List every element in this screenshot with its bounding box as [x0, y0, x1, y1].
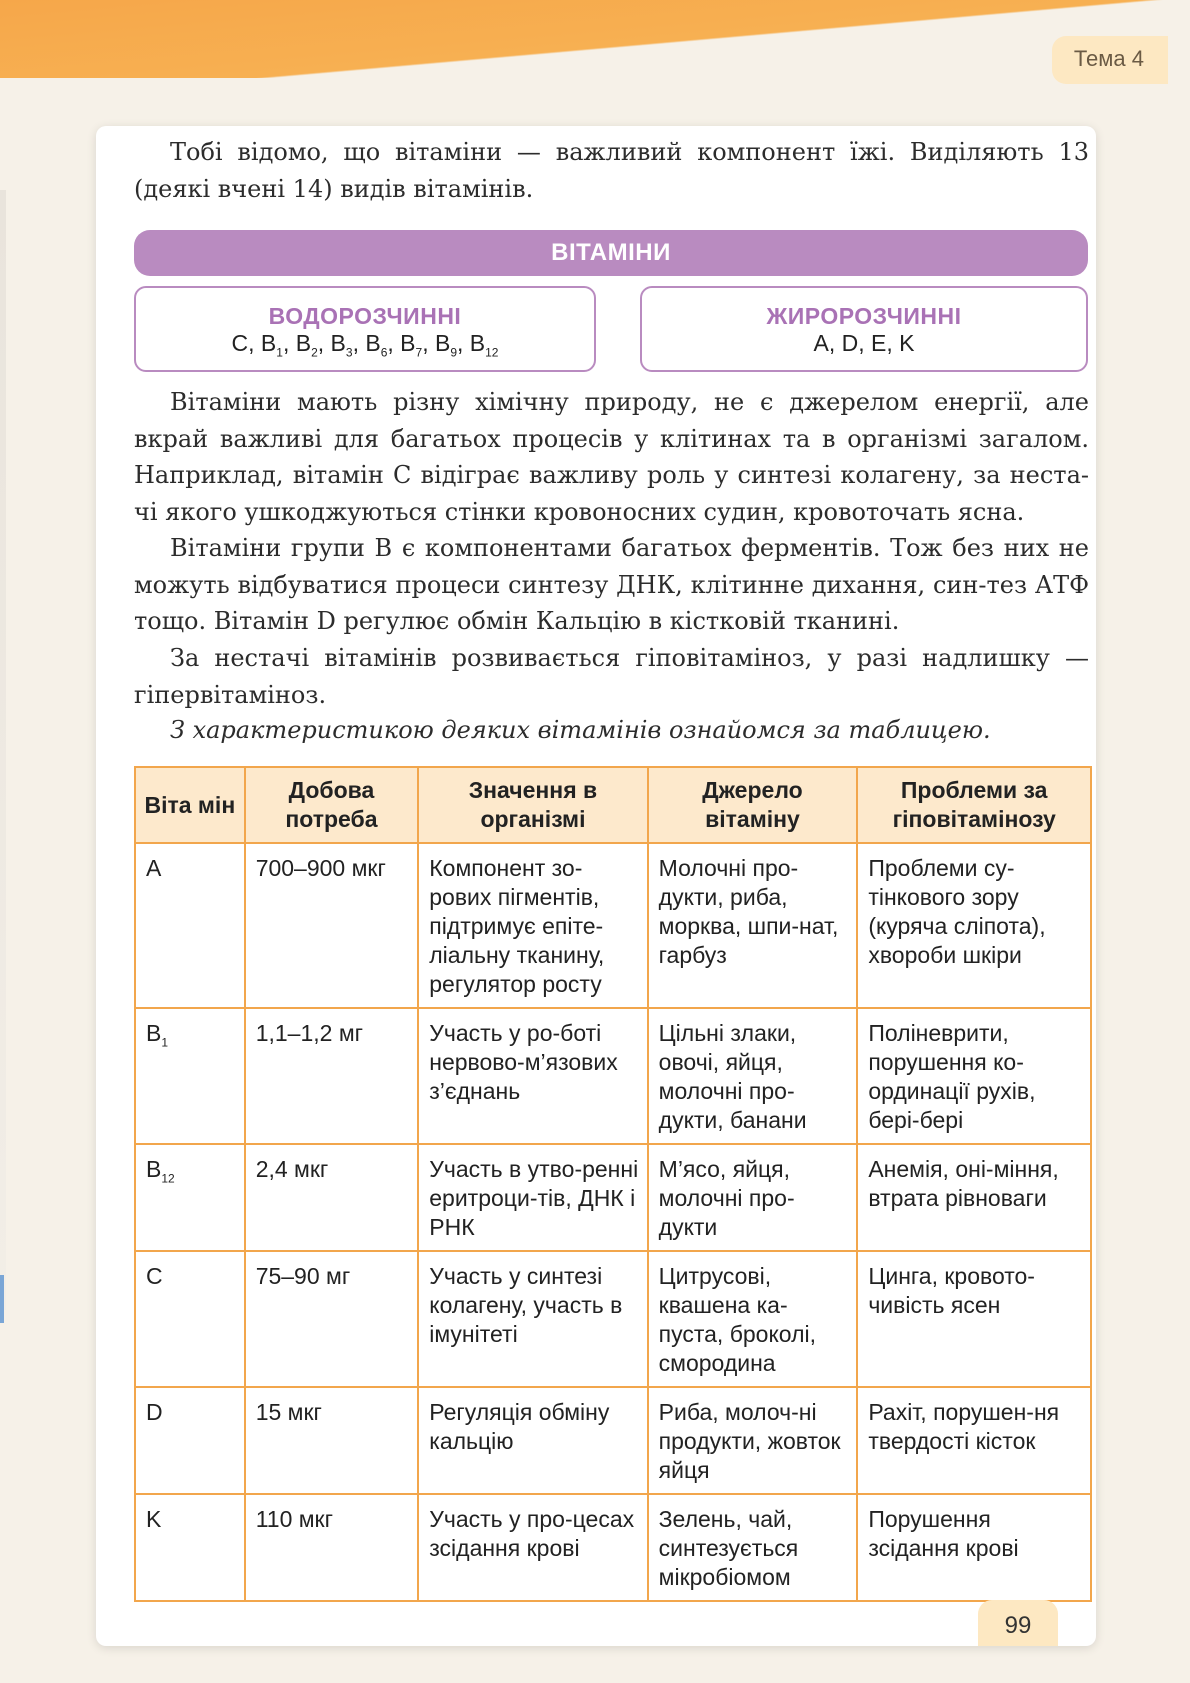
cell-dose-text: 1,1–1,2 мг: [255, 1020, 364, 1046]
cell-role: [418, 1144, 647, 1251]
cell-dose-text: 2,4 мкг: [255, 1156, 329, 1182]
water-soluble-box: [134, 286, 596, 372]
cell-role-text: Участь у про-цесах зсідання крові: [429, 1506, 635, 1561]
cell-source: [648, 1144, 858, 1251]
cell-vitamin-text: B: [146, 1156, 162, 1182]
vitamins-table: [134, 766, 1092, 1602]
cell-vitamin: [135, 1008, 245, 1144]
cell-role: [418, 1008, 647, 1144]
header-band: [0, 0, 1190, 78]
fat-soluble-list: A, D, E, K: [813, 330, 915, 356]
cell-problems-text: Рахіт, порушен-ня твердості кісток: [868, 1399, 1060, 1454]
cell-problems-text: Проблеми су-тінкового зору (куряча сліпота), хвороби шкіри: [868, 855, 1046, 968]
water-soluble-title: ВОДОРОЗЧИННІ: [268, 303, 462, 329]
cell-source: [648, 1008, 858, 1144]
cell-source-text: Цільні злаки, овочі, яйця, молочні про-дукти, банани: [658, 1020, 807, 1133]
cell-role-text: Участь у синтезі колагену, участь в імунітеті: [429, 1263, 623, 1347]
cell-source: [648, 1494, 858, 1601]
header-vitamin: Віта мін: [135, 767, 245, 843]
paragraph-1-text: Вітаміни мають різну хімічну природу, не є джерелом енергії, але вкрай важливі для багатьох процесів у клітинах та в організмі загалом. Наприклад, вітамін С відіграє важливу роль у синтезі колагену, за неста-чі якого ушкоджуються стінки кровоносних судин, кровоточать ясна.: [134, 388, 1089, 526]
cell-dose: [245, 843, 419, 1008]
cell-vitamin-text: A: [146, 855, 162, 881]
cell-vitamin: [135, 1144, 245, 1251]
fat-soluble-box: [640, 286, 1088, 372]
header-role: Значення в організмі: [418, 767, 647, 843]
cell-role-text: Регуляція обміну кальцію: [429, 1399, 610, 1454]
header-source: Джерело вітаміну: [648, 767, 858, 843]
cell-vitamin: [135, 1494, 245, 1601]
theme-tag: Тема 4: [1052, 36, 1168, 84]
cell-vitamin: [135, 1251, 245, 1387]
table-row: [135, 843, 1091, 1008]
cell-dose-text: 700–900 мкг: [255, 855, 386, 881]
cell-role: [418, 843, 647, 1008]
paragraph-3-text: За нестачі вітамінів розвивається гіповітаміноз, у разі надлишку — гіпервітаміноз.: [134, 644, 1089, 709]
paragraph-1: [134, 384, 1089, 530]
vitamin-subscript: 1: [161, 1035, 169, 1050]
paragraph-3: [134, 640, 1089, 713]
cell-role-text: Участь у ро-боті нервово-м’язових з’єднань: [429, 1020, 618, 1104]
cell-dose-text: 110 мкг: [255, 1506, 334, 1532]
cell-source-text: Риба, молоч-ні продукти, жовток яйця: [658, 1399, 841, 1483]
table-intro: [134, 712, 1089, 749]
cell-problems: [857, 1144, 1091, 1251]
cell-source-text: Цитрусові, квашена ка-пуста, броколі, смородина: [658, 1263, 816, 1376]
cell-vitamin: [135, 843, 245, 1008]
cell-problems-text: Поліневрити, порушення ко-ординації рухів, бері-бері: [868, 1020, 1036, 1133]
water-soluble-list: C, $B_1$, $B_2$, $B_3$, $B_6$, $B_7$, $B_9$, $B_{12}$: [231, 330, 499, 360]
cell-dose: [245, 1387, 419, 1494]
table-header-row: [135, 767, 1091, 843]
cell-dose-text: 15 мкг: [255, 1399, 322, 1425]
header-problems: Проблеми за гіповітамінозу: [857, 767, 1091, 843]
cell-role: [418, 1251, 647, 1387]
cell-role-text: Компонент зо-рових пігментів, підтримує епіте-ліальну тканину, регулятор росту: [429, 855, 605, 997]
cell-problems-text: Цинга, кровото-чивість ясен: [868, 1263, 1035, 1318]
cell-source: [648, 843, 858, 1008]
cell-dose: [245, 1008, 419, 1144]
cell-source-text: Зелень, чай, синтезується мікробіомом: [658, 1506, 799, 1590]
intro-paragraph: [134, 134, 1089, 207]
cell-problems-text: Анемія, оні-міння, втрата рівноваги: [868, 1156, 1059, 1211]
adjacent-page-marker: [0, 1275, 4, 1323]
cell-dose-text: 75–90 мг: [255, 1263, 351, 1289]
paragraph-2-text: Вітаміни групи В є компонентами багатьох ферментів. Тож без них не можуть відбуватися процеси синтезу ДНК, клітинне дихання, син-тез АТФ тощо. Вітамін D регулює обмін Кальцію в кістковій тканині.: [134, 534, 1089, 635]
cell-vitamin-text: K: [146, 1506, 162, 1532]
table-row: [135, 1144, 1091, 1251]
cell-problems: [857, 1251, 1091, 1387]
cell-source: [648, 1251, 858, 1387]
page-content: [96, 126, 1096, 1646]
table-row: [135, 1494, 1091, 1601]
cell-vitamin-text: B: [146, 1020, 162, 1046]
cell-source-text: Молочні про-дукти, риба, морква, шпи-нат, гарбуз: [658, 855, 839, 968]
cell-problems: [857, 843, 1091, 1008]
paragraph-2: [134, 530, 1089, 640]
table-intro-text: З характеристикою деяких вітамінів ознайомся за таблицею.: [170, 716, 991, 744]
cell-dose: [245, 1494, 419, 1601]
cell-problems-text: Порушення зсідання крові: [868, 1506, 1019, 1561]
cell-source-text: М’ясо, яйця, молочні про-дукти: [658, 1156, 795, 1240]
cell-problems: [857, 1008, 1091, 1144]
cell-role: [418, 1387, 647, 1494]
table-row: [135, 1387, 1091, 1494]
cell-dose: [245, 1144, 419, 1251]
cell-problems: [857, 1387, 1091, 1494]
adjacent-page-edge: [0, 190, 6, 1310]
cell-problems: [857, 1494, 1091, 1601]
cell-role-text: Участь в утво-ренні еритроци-тів, ДНК і РНК: [429, 1156, 639, 1240]
cell-source: [648, 1387, 858, 1494]
fat-soluble-title: ЖИРОРОЗЧИННІ: [766, 303, 962, 329]
table-row: [135, 1251, 1091, 1387]
header-daily-need: Добова потреба: [245, 767, 419, 843]
cell-vitamin: [135, 1387, 245, 1494]
table-row: [135, 1008, 1091, 1144]
intro-text: Тобі відомо, що вітаміни — важливий компонент їжі. Виділяють 13 (деякі вчені 14) видів вітамінів.: [134, 138, 1089, 203]
vitamins-banner: ВІТАМІНИ: [134, 230, 1088, 276]
cell-vitamin-text: D: [146, 1399, 163, 1425]
cell-vitamin-text: C: [146, 1263, 163, 1289]
page-number: 99: [978, 1600, 1058, 1646]
cell-role: [418, 1494, 647, 1601]
cell-dose: [245, 1251, 419, 1387]
vitamin-subscript: 12: [161, 1171, 175, 1186]
